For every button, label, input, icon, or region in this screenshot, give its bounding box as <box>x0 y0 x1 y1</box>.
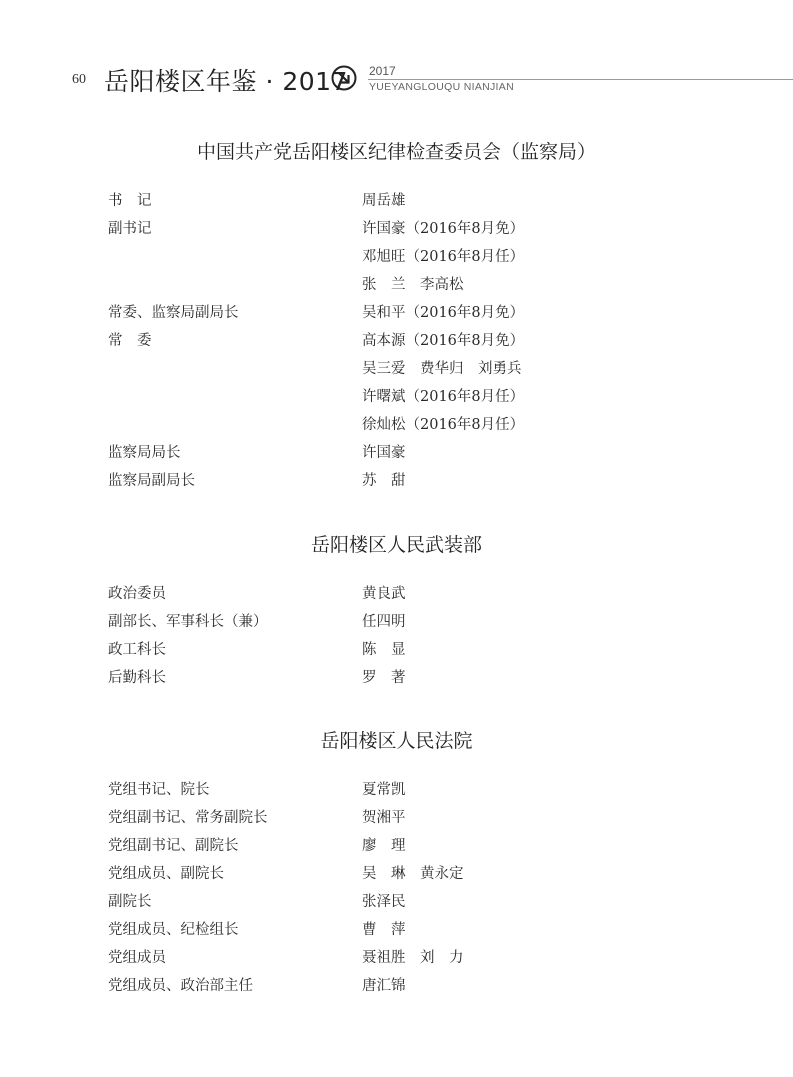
person-names: 吴和平（2016年8月免） <box>362 305 525 321</box>
personnel-row <box>0 411 793 439</box>
section-peoples-court <box>0 726 793 1000</box>
personnel-row <box>0 467 793 495</box>
personnel-row <box>0 664 793 692</box>
section-discipline-commission <box>0 137 793 495</box>
personnel-row <box>0 187 793 215</box>
book-title: 岳阳楼区年鉴 · 2017 <box>104 67 348 96</box>
position-title: 副部长、军事科长（兼） <box>108 614 268 630</box>
person-names: 聂祖胜 刘 力 <box>362 950 464 966</box>
position-title: 常 委 <box>108 333 152 349</box>
position-title: 副院长 <box>108 894 152 910</box>
personnel-row <box>0 916 793 944</box>
person-names: 罗 著 <box>362 670 406 686</box>
personnel-row <box>0 327 793 355</box>
person-names: 苏 甜 <box>362 473 406 489</box>
personnel-row <box>0 804 793 832</box>
person-names: 邓旭旺（2016年8月任） <box>362 249 525 265</box>
position-title: 后勤科长 <box>108 670 166 686</box>
person-names: 许国豪（2016年8月免） <box>362 221 525 237</box>
header-year: 2017 <box>369 64 396 78</box>
person-names: 夏常凯 <box>362 782 406 798</box>
personnel-row <box>0 832 793 860</box>
position-title: 监察局副局长 <box>108 473 195 489</box>
person-names: 周岳雄 <box>362 193 406 209</box>
page-number: 60 <box>72 72 86 87</box>
person-names: 徐灿松（2016年8月任） <box>362 417 525 433</box>
person-names: 吴 琳 黄永定 <box>362 866 464 882</box>
position-title: 政治委员 <box>108 586 166 602</box>
position-title: 监察局局长 <box>108 445 181 461</box>
personnel-row <box>0 299 793 327</box>
section-title: 中国共产党岳阳楼区纪律检查委员会（监察局） <box>196 141 596 163</box>
section-title: 岳阳楼区人民武装部 <box>310 534 482 556</box>
person-names: 廖 理 <box>362 838 406 854</box>
position-title: 党组成员、政治部主任 <box>108 978 253 994</box>
position-title: 党组成员 <box>108 950 166 966</box>
personnel-list <box>0 187 793 495</box>
header-pinyin: YUEYANGLOUQU NIANJIAN <box>369 81 514 93</box>
personnel-row <box>0 608 793 636</box>
person-names: 许国豪 <box>362 445 406 461</box>
person-names: 许曙斌（2016年8月任） <box>362 389 525 405</box>
personnel-row <box>0 243 793 271</box>
person-names: 吴三爱 费华归 刘勇兵 <box>362 361 522 377</box>
personnel-list <box>0 580 793 692</box>
person-names: 唐汇锦 <box>362 978 406 994</box>
person-names: 高本源（2016年8月免） <box>362 333 525 349</box>
position-title: 党组副书记、副院长 <box>108 838 239 854</box>
personnel-row <box>0 972 793 1000</box>
section-title: 岳阳楼区人民法院 <box>320 730 473 752</box>
person-names: 曹 萍 <box>362 922 406 938</box>
down-right-arrow-circle-icon <box>330 64 358 92</box>
personnel-row <box>0 355 793 383</box>
personnel-list <box>0 776 793 1000</box>
personnel-row <box>0 439 793 467</box>
person-names: 任四明 <box>362 614 406 630</box>
personnel-row <box>0 215 793 243</box>
person-names: 陈 显 <box>362 642 406 658</box>
personnel-row <box>0 944 793 972</box>
position-title: 党组书记、院长 <box>108 782 210 798</box>
person-names: 张泽民 <box>362 894 406 910</box>
personnel-row <box>0 776 793 804</box>
personnel-row <box>0 860 793 888</box>
person-names: 张 兰 李高松 <box>362 277 464 293</box>
position-title: 书 记 <box>108 193 152 209</box>
personnel-row <box>0 383 793 411</box>
personnel-row <box>0 271 793 299</box>
personnel-row <box>0 580 793 608</box>
position-title: 党组成员、纪检组长 <box>108 922 239 938</box>
position-title: 政工科长 <box>108 642 166 658</box>
page-header <box>0 0 793 110</box>
position-title: 党组副书记、常务副院长 <box>108 810 268 826</box>
position-title: 副书记 <box>108 221 152 237</box>
position-title: 常委、监察局副局长 <box>108 305 239 321</box>
position-title: 党组成员、副院长 <box>108 866 224 882</box>
personnel-row <box>0 636 793 664</box>
header-rule <box>368 79 793 80</box>
personnel-row <box>0 888 793 916</box>
person-names: 黄良武 <box>362 586 406 602</box>
person-names: 贺湘平 <box>362 810 406 826</box>
section-armed-forces <box>0 530 793 692</box>
